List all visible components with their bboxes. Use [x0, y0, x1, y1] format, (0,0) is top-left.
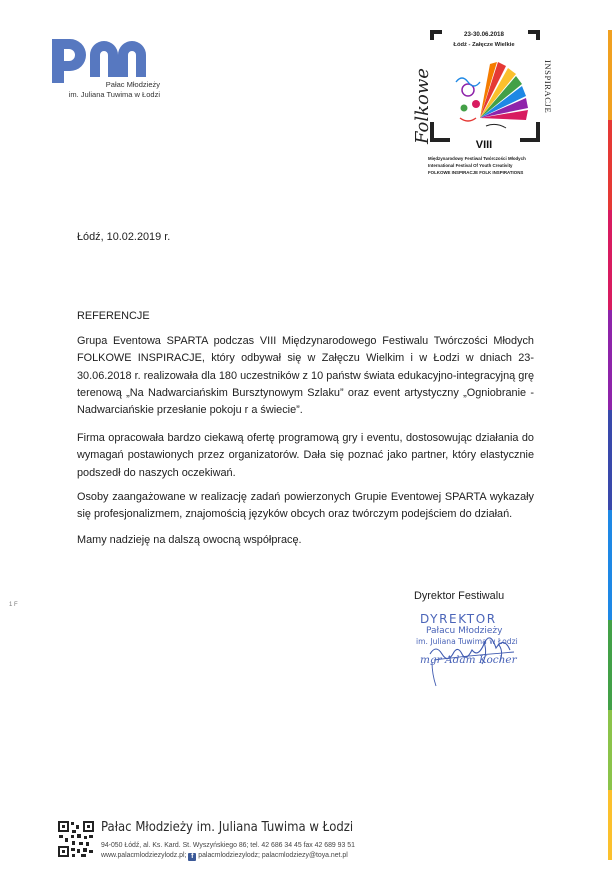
festival-edition: VIII — [475, 139, 493, 151]
stamp-name: mgr Adam Kocher — [420, 654, 517, 666]
handwritten-signature — [420, 618, 530, 688]
paragraph-2: Firma opracowała bardzo ciekawą ofertę programową gry i eventu, dostosowując działania do wymagań postawionych przez organizatorów. Dała się poznać jako partner, który elastycznie podszedł do naszych oczekiwań. — [77, 432, 534, 479]
qr-code-icon — [57, 820, 95, 858]
stamp-line3: im. Juliana Tuwima w Łodzi — [416, 637, 518, 646]
institution-line2: im. Juliana Tuwima w Łodzi — [68, 90, 160, 99]
signatory-title: Dyrektor Festiwalu — [414, 590, 505, 602]
paragraph-4: Mamy nadzieję na dalszą owocną współpracę. — [77, 534, 302, 546]
stamp-title: DYREKTOR — [420, 612, 497, 626]
institution-name — [48, 80, 160, 100]
margin-mark: 1 F — [9, 602, 18, 608]
paragraph-1: Grupa Eventowa SPARTA podczas VIII Międzynarodowego Festiwalu Twórczości Młodych FOLKOWE INSPIRACJE, który odbywał się w Załęczu Wielkim i w Łodzi w dniach 23-30.06.2018 r. realizowała dla 180 uczestników z 10 państw świata edukacyjno-integracyjną grę terenową „Na Nadwarciańskim Bursztynowym Szlaku” oraz event artystyczny „Ogniobranie - Nadwarciańskie przesłanie pokoju r a świecie”. — [77, 335, 534, 417]
letter-heading: REFERENCJE — [77, 310, 150, 322]
paragraph-3: Osoby zaangażowane w realizację zadań powierzonych Grupie Eventowej SPARTA wykazały się profesjonalizmem, znajomością języków obcych oraz twórczym podejściem do działań. — [77, 491, 534, 521]
festival-word-folkowe: Folkowe — [412, 68, 433, 144]
side-color-bar — [602, 0, 616, 880]
festival-dates: 23-30.06.2018 — [464, 31, 504, 38]
letter-date: Łódź, 10.02.2019 r. — [77, 231, 171, 243]
festival-word-inspiracje: INSPIRACJE — [543, 60, 553, 114]
footer-title: Pałac Młodzieży im. Juliana Tuwima w Łodzi — [101, 819, 354, 835]
footer-contact-line — [101, 852, 348, 861]
footer-email[interactable]: palacmlodziezy@toya.net.pl — [261, 852, 348, 859]
festival-line-en: International Festival Of Youth Creativity — [428, 163, 513, 168]
festival-line-pl: Międzynarodowy Festiwal Twórczości Młodych — [428, 156, 526, 161]
festival-place: Łódź - Załęcze Wielkie — [453, 42, 515, 48]
footer-web[interactable]: www.palacmlodziezylodz.pl; — [101, 852, 187, 859]
stamp-line2: Pałacu Młodzieży — [426, 626, 503, 636]
facebook-icon: f — [188, 853, 196, 861]
footer-address: 94-050 Łódź, al. Ks. Kard. St. Wyszyńskiego 86; tel. 42 686 34 45 fax 42 689 93 51 — [101, 842, 355, 849]
festival-line-names: FOLKOWE INSPIRACJE FOLK INSPIRATIONS — [428, 170, 524, 175]
footer-facebook[interactable]: palacmlodziezylodz; — [198, 852, 260, 859]
institution-line1: Pałac Młodzieży — [105, 80, 160, 89]
